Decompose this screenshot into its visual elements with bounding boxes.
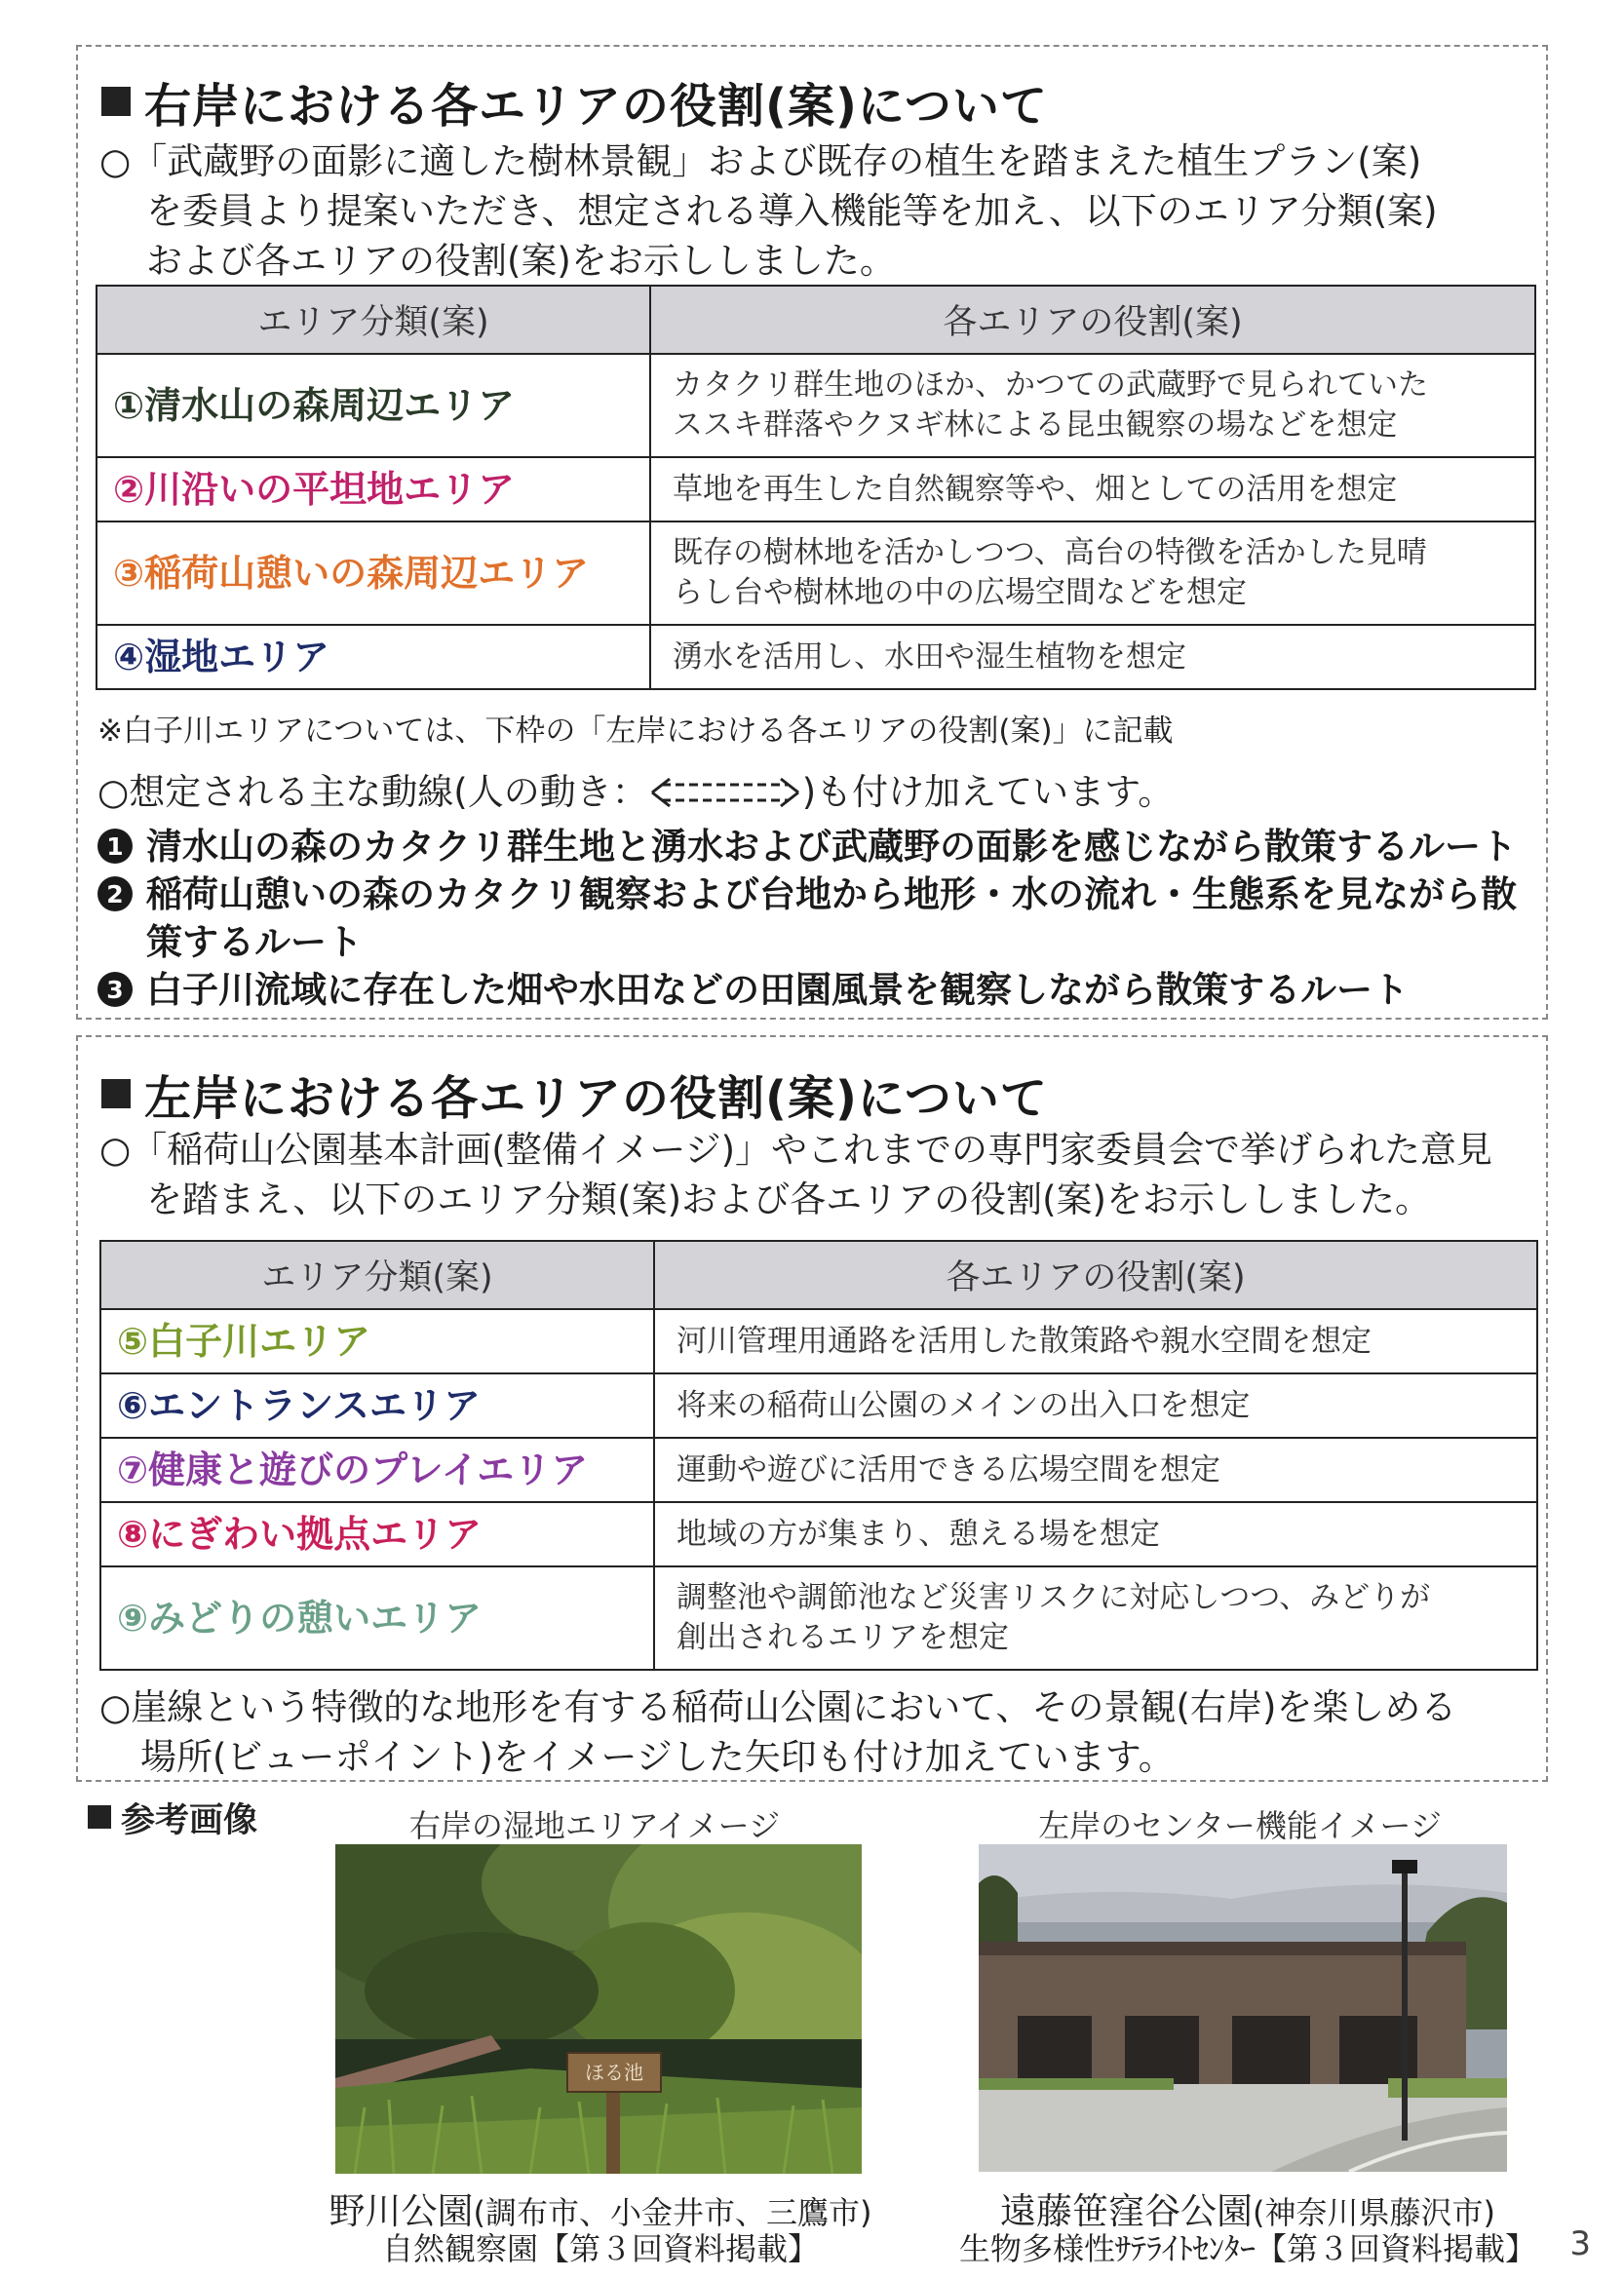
area-name: ⑤白子川エリア [100, 1309, 654, 1373]
route-number-badge: 2 [97, 876, 133, 911]
white-river-note: ※白子川エリアについては、下枠の「左岸における各エリアの役割(案)」に記載 [97, 714, 1174, 749]
wetland-photo [335, 1844, 862, 2174]
image-caption-name: 遠藤笹窪谷公園(神奈川県藤沢市) [1000, 2190, 1495, 2232]
left-bank-intro: ○「稲荷山公園基本計画(整備イメージ)」やこれまでの専門家委員会で挙げられた意見 を踏まえ、以下のエリア分類(案)および各エリアの役割(案)をお示ししました。 [99, 1129, 1493, 1220]
area-name: ②川沿いの平坦地エリア [97, 457, 650, 521]
area-role: 河川管理用通路を活用した散策路や親水空間を想定 [654, 1309, 1537, 1373]
right-bank-table [96, 285, 1536, 690]
left-bank-title: 左岸における各エリアの役割(案)について [101, 1061, 1048, 1128]
table-row [97, 625, 1535, 689]
area-name: ①清水山の森周辺エリア [97, 354, 650, 457]
area-name: ④湿地エリア [97, 625, 650, 689]
flow-line-text: ○想定される主な動線(人の動き： )も付け加えています。 [97, 771, 1175, 813]
area-role: 運動や遊びに活用できる広場空間を想定 [654, 1438, 1537, 1502]
table-row [100, 1438, 1537, 1502]
column-header: 各エリアの役割(案) [654, 1241, 1537, 1309]
column-header: エリア分類(案) [97, 286, 650, 354]
area-role: カタクリ群生地のほか、かつての武蔵野で見られていた ススキ群落やクヌギ林による昆虫観察の場などを想定 [650, 354, 1535, 457]
table-row [100, 1566, 1537, 1670]
area-name: ⑥エントランスエリア [100, 1373, 654, 1438]
dashed-double-arrow-icon [648, 775, 802, 810]
center-building-photo [979, 1844, 1507, 2172]
square-bullet-icon [88, 1805, 111, 1829]
area-name: ⑧にぎわい拠点エリア [100, 1502, 654, 1566]
left-bank-section [76, 1035, 1548, 1782]
reference-title: 参考画像 [88, 1794, 257, 1842]
area-role: 湧水を活用し、水田や湿生植物を想定 [650, 625, 1535, 689]
list-item: 3 白子川流域に存在した畑や水田などの田園風景を観察しながら散策するルート [97, 966, 1530, 1014]
table-row [100, 1309, 1537, 1373]
wetland-illustration [335, 1844, 862, 2174]
route-list [97, 823, 1530, 1014]
building-illustration [979, 1844, 1507, 2172]
area-name: ⑦健康と遊びのプレイエリア [100, 1438, 654, 1502]
right-bank-intro: ○「武蔵野の面影に適した樹林景観」および既存の植生を踏まえた植生プラン(案) を委員より提案いただき、想定される導入機能等を加え、以下のエリア分類(案) および各エリアの役割(案)をお示ししました。 [99, 140, 1438, 282]
table-row [97, 521, 1535, 625]
area-role: 草地を再生した自然観察等や、畑としての活用を想定 [650, 457, 1535, 521]
image-top-caption: 右岸の湿地エリアイメージ [408, 1807, 781, 1844]
table-row [100, 1373, 1537, 1438]
image-caption-subtitle: 自然観察園【第３回資料掲載】 [381, 2230, 819, 2267]
area-role: 調整池や調節池など災害リスクに対応しつつ、みどりが 創出されるエリアを想定 [654, 1566, 1537, 1670]
area-name: ③稲荷山憩いの森周辺エリア [97, 521, 650, 625]
area-role: 将来の稲荷山公園のメインの出入口を想定 [654, 1373, 1537, 1438]
right-bank-section [76, 45, 1548, 1020]
list-item: 2 稲荷山憩いの森のカタクリ観察および台地から地形・水の流れ・生態系を見ながら散策するルート [97, 870, 1530, 966]
image-caption-name: 野川公園(調布市、小金井市、三鷹市) [329, 2190, 872, 2232]
square-bullet-icon [101, 87, 131, 116]
page-number: 3 [1569, 2224, 1591, 2263]
square-bullet-icon [101, 1079, 131, 1108]
table-row [97, 354, 1535, 457]
area-role: 地域の方が集まり、憩える場を想定 [654, 1502, 1537, 1566]
table-row [100, 1502, 1537, 1566]
right-bank-title: 右岸における各エリアの役割(案)について [101, 68, 1048, 135]
left-bank-table [99, 1240, 1538, 1671]
image-caption-subtitle: 生物多様性ｻﾃﾗｲﾄｾﾝﾀｰ【第３回資料掲載】 [958, 2230, 1536, 2267]
route-number-badge: 1 [97, 829, 133, 864]
area-role: 既存の樹林地を活かしつつ、高台の特徴を活かした見晴 らし台や樹林地の中の広場空間などを想定 [650, 521, 1535, 625]
table-row [97, 457, 1535, 521]
left-bank-outro: ○崖線という特徴的な地形を有する稲荷山公園において、その景観(右岸)を楽しめる 場所(ビューポイント)をイメージした矢印も付け加えています。 [99, 1686, 1457, 1778]
column-header: エリア分類(案) [100, 1241, 654, 1309]
pond-sign-text: ほる池 [585, 2061, 643, 2084]
area-name: ⑨みどりの憩いエリア [100, 1566, 654, 1670]
table-header-row [100, 1241, 1537, 1309]
list-item: 1 清水山の森のカタクリ群生地と湧水および武蔵野の面影を感じながら散策するルート [97, 823, 1530, 870]
column-header: 各エリアの役割(案) [650, 286, 1535, 354]
route-number-badge: 3 [97, 972, 133, 1007]
image-top-caption: 左岸のセンター機能イメージ [1038, 1807, 1442, 1844]
table-header-row [97, 286, 1535, 354]
